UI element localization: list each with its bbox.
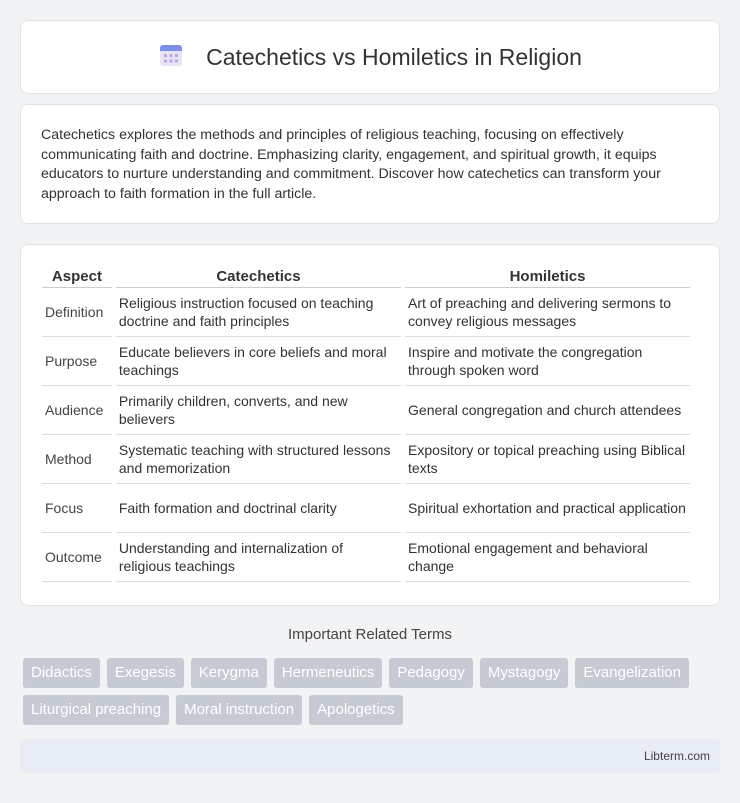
tag-liturgical-preaching[interactable]: Liturgical preaching xyxy=(23,695,169,725)
row-aspect: Purpose xyxy=(42,337,112,386)
comparison-table xyxy=(38,265,694,582)
footer xyxy=(20,739,720,773)
tag-pedagogy[interactable]: Pedagogy xyxy=(389,658,473,688)
row-aspect: Definition xyxy=(42,288,112,337)
row-aspect: Audience xyxy=(42,386,112,435)
footer-site-link[interactable]: Libterm.com xyxy=(643,749,710,763)
row-homiletics: General congregation and church attendees xyxy=(405,386,690,435)
row-catechetics: Primarily children, converts, and new believers xyxy=(116,386,401,435)
calendar-icon xyxy=(158,42,184,73)
header-homiletics: Homiletics xyxy=(405,265,690,288)
header-aspect: Aspect xyxy=(42,265,112,288)
tag-exegesis[interactable]: Exegesis xyxy=(107,658,184,688)
table-row xyxy=(42,337,690,386)
row-catechetics: Educate believers in core beliefs and moral teachings xyxy=(116,337,401,386)
row-homiletics: Art of preaching and delivering sermons to convey religious messages xyxy=(405,288,690,337)
page-title: Catechetics vs Homiletics in Religion xyxy=(206,43,582,70)
row-homiletics: Expository or topical preaching using Biblical texts xyxy=(405,435,690,484)
tag-didactics[interactable]: Didactics xyxy=(23,658,100,688)
row-homiletics: Spiritual exhortation and practical application xyxy=(405,484,690,533)
row-catechetics: Religious instruction focused on teaching doctrine and faith principles xyxy=(116,288,401,337)
row-catechetics: Understanding and internalization of religious teachings xyxy=(116,533,401,582)
row-catechetics: Faith formation and doctrinal clarity xyxy=(116,484,401,533)
related-terms-title: Important Related Terms xyxy=(288,626,452,643)
related-terms-list xyxy=(23,658,723,725)
row-homiletics: Emotional engagement and behavioral change xyxy=(405,533,690,582)
intro-text: Catechetics explores the methods and principles of religious teaching, focusing on effectively communicating faith and doctrine. Emphasizing clarity, engagement, and spiritual growth, it equips educators to nurture understanding and commitment. Discover how catechetics can transform your approach to faith formation in the full article. xyxy=(41,127,661,202)
tag-evangelization[interactable]: Evangelization xyxy=(575,658,689,688)
table-row xyxy=(42,484,690,533)
tag-mystagogy[interactable]: Mystagogy xyxy=(480,658,569,688)
row-aspect: Outcome xyxy=(42,533,112,582)
tag-kerygma[interactable]: Kerygma xyxy=(191,658,267,688)
comparison-card xyxy=(20,244,720,606)
header-card xyxy=(20,20,720,94)
table-row xyxy=(42,533,690,582)
table-row xyxy=(42,288,690,337)
table-row xyxy=(42,435,690,484)
tag-hermeneutics[interactable]: Hermeneutics xyxy=(274,658,383,688)
row-homiletics: Inspire and motivate the congregation through spoken word xyxy=(405,337,690,386)
header-catechetics: Catechetics xyxy=(116,265,401,288)
tag-moral-instruction[interactable]: Moral instruction xyxy=(176,695,302,725)
row-aspect: Focus xyxy=(42,484,112,533)
tag-apologetics[interactable]: Apologetics xyxy=(309,695,403,725)
row-catechetics: Systematic teaching with structured lessons and memorization xyxy=(116,435,401,484)
row-aspect: Method xyxy=(42,435,112,484)
intro-card xyxy=(20,104,720,224)
table-row xyxy=(42,386,690,435)
table-header-row xyxy=(42,265,690,288)
